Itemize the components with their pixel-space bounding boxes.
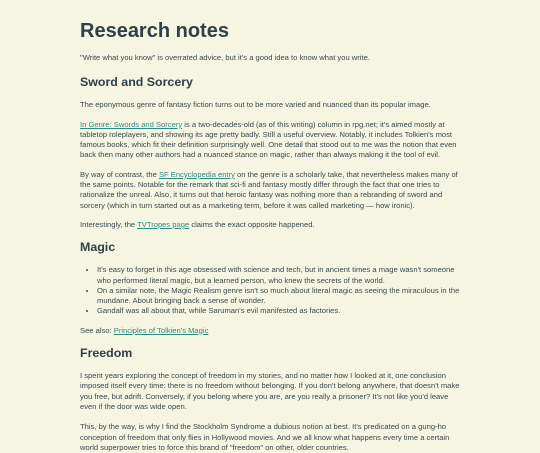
sword-paragraph-4: [80, 220, 465, 230]
magic-list: [80, 265, 465, 316]
list-item: • On a similar note, the Magic Realism genre isn't so much about literal magic as seeing the miraculous in the mundane. About bringing back a sense of wonder.: [97, 286, 465, 307]
freedom-paragraph-1: I spent years exploring the concept of freedom in my stories, and no matter how I looked at it, one conclusion imposed itself every time: there is no freedom without belonging. If you don't belong anywhere, that doesn't make you free, but adrift. Conversely, if you belong where you are, are you really a prisoner? It's not like you'd leave even if the door was wide open.: [80, 371, 460, 411]
sword-paragraph-2-text: is a two-decades-old (as of this writing) column in rpg.net; it's aimed mostly at tabletop roleplayers, and showing its age pretty badly. Still a useful overview. Notably, it includes Tolkien's most famous books, which fit their definition surprisingly well. One detail that stood out to me was the notion that even back then many other authors had a nuanced stance on magic, rather than always making it the tool of evil.: [80, 119, 457, 160]
freedom-paragraph-2: This, by the way, is why I find the Stockholm Syndrome a dubious notion at best. It's predicated on a gung-ho conception of freedom that only flies in Hollywood movies. And we all know what happens every time a certain world superpower tries to force this brand of "freedom" on other, older countries.: [80, 422, 450, 452]
see-also-label: See also:: [80, 325, 114, 335]
list-item: • It's easy to forget in this age obsessed with science and tech, but in ancient times a mage wasn't someone who performed literal magic, but a learned person, who knew the secrets of the world.: [97, 265, 465, 286]
link-principles-of-tolkiens-magic[interactable]: Principles of Tolkien's Magic: [113, 325, 209, 335]
sword-paragraph-3: [80, 170, 465, 211]
see-also-line: [80, 326, 465, 336]
list-item: • Gandalf was all about that, while Saruman's evil manifested as factories.: [97, 306, 465, 316]
sword-paragraph-2: [80, 120, 465, 161]
link-in-genre-swords-and-sorcery[interactable]: In Genre: Swords and Sorcery: [80, 119, 183, 129]
sword-paragraph-4-post: claims the exact opposite happened.: [189, 219, 315, 229]
sword-paragraph-3-post: on the genre is a scholarly take, that nevertheless makes many of the same points. Notable for the remark that sci-fi and fantasy mostly differ through the fact that one tries to rationalize the unreal. Also, it turns out that heroic fantasy was nothing more than a rebranding of sword and sorcery (which in turn started out as a marketing term, before it was called marketing — how ironic).: [80, 169, 458, 210]
link-sf-encyclopedia-entry[interactable]: SF Encyclopedia entry: [158, 169, 235, 179]
sword-paragraph-3-pre: By way of contrast, the: [80, 169, 159, 179]
section-heading-magic: Magic: [80, 240, 116, 255]
sword-paragraph-1: The eponymous genre of fantasy fiction turns out to be more varied and nuanced than its popular image.: [80, 100, 431, 110]
sword-paragraph-4-pre: Interestingly, the: [80, 219, 138, 229]
section-heading-freedom: Freedom: [80, 346, 133, 361]
intro-paragraph: "Write what you know" is overrated advice, but it's a good idea to know what you write.: [80, 53, 370, 62]
section-heading-sword-and-sorcery: Sword and Sorcery: [80, 75, 193, 90]
link-tvtropes-page[interactable]: TVTropes page: [137, 219, 190, 229]
page-title: Research notes: [80, 20, 229, 42]
